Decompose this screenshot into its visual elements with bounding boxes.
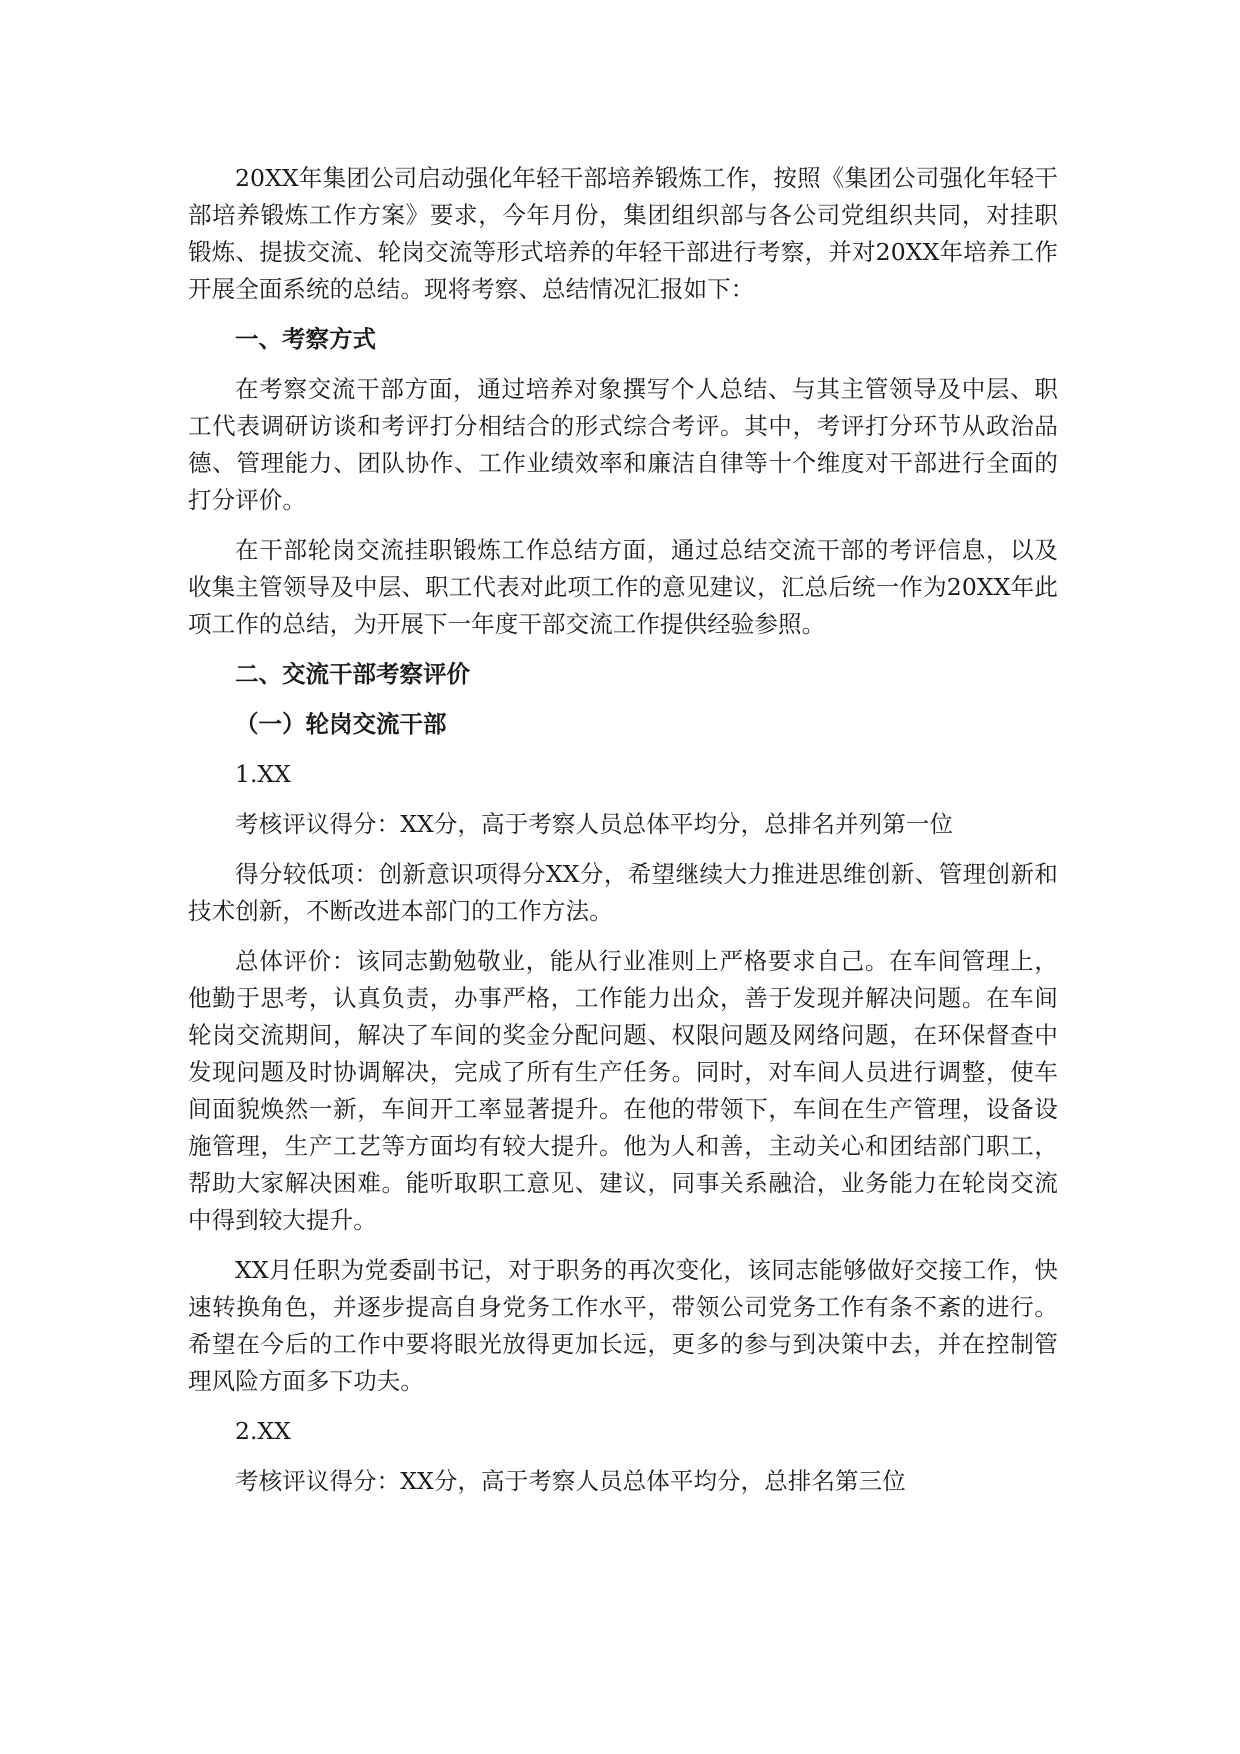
person-1-label: 1.XX — [235, 760, 291, 788]
section-2-heading: 二、交流干部考察评价 — [235, 660, 470, 688]
section-1-heading: 一、考察方式 — [235, 325, 376, 353]
subsection-1-heading: （一）轮岗交流干部 — [235, 710, 447, 738]
document-body — [188, 160, 1058, 1513]
section-1-paragraph-2: 在干部轮岗交流挂职锻炼工作总结方面，通过总结交流干部的考评信息，以及收集主管领导及中层、职工代表对此项工作的意见建议，汇总后统一作为20XX年此项工作的总结，为开展下一年度干部交流工作提供经验参照。 — [188, 536, 1058, 638]
person-2-score: 考核评议得分：XX分，高于考察人员总体平均分，总排名第三位 — [235, 1467, 906, 1495]
section-1-paragraph-1: 在考察交流干部方面，通过培养对象撰写个人总结、与其主管领导及中层、职工代表调研访谈和考评打分相结合的形式综合考评。其中，考评打分环节从政治品德、管理能力、团队协作、工作业绩效率和廉洁自律等十个维度对干部进行全面的打分评价。 — [188, 375, 1058, 514]
person-1-low-score: 得分较低项：创新意识项得分XX分，希望继续大力推进思维创新、管理创新和技术创新，不断改进本部门的工作方法。 — [188, 860, 1058, 925]
person-1-overall-evaluation: 总体评价：该同志勤勉敬业，能从行业准则上严格要求自己。在车间管理上，他勤于思考，认真负责，办事严格，工作能力出众，善于发现并解决问题。在车间轮岗交流期间，解决了车间的奖金分配问题、权限问题及网络问题，在环保督查中发现问题及时协调解决，完成了所有生产任务。同时，对车间人员进行调整，使车间面貌焕然一新，车间开工率显著提升。在他的带领下，车间在生产管理，设备设施管理，生产工艺等方面均有较大提升。他为人和善，主动关心和团结部门职工，帮助大家解决困难。能听取职工意见、建议，同事关系融洽，业务能力在轮岗交流中得到较大提升。 — [188, 947, 1058, 1234]
person-1-score: 考核评议得分：XX分，高于考察人员总体平均分，总排名并列第一位 — [235, 810, 954, 838]
person-1-later-evaluation: XX月任职为党委副书记，对于职务的再次变化，该同志能够做好交接工作，快速转换角色，并逐步提高自身党务工作水平，带领公司党务工作有条不紊的进行。希望在今后的工作中要将眼光放得更加长远，更多的参与到决策中去，并在控制管理风险方面多下功夫。 — [188, 1256, 1058, 1395]
intro-paragraph: 20XX年集团公司启动强化年轻干部培养锻炼工作，按照《集团公司强化年轻干部培养锻炼工作方案》要求，今年月份，集团组织部与各公司党组织共同，对挂职锻炼、提拔交流、轮岗交流等形式培养的年轻干部进行考察，并对20XX年培养工作开展全面系统的总结。现将考察、总结情况汇报如下： — [188, 164, 1058, 303]
person-2-label: 2.XX — [235, 1417, 291, 1445]
